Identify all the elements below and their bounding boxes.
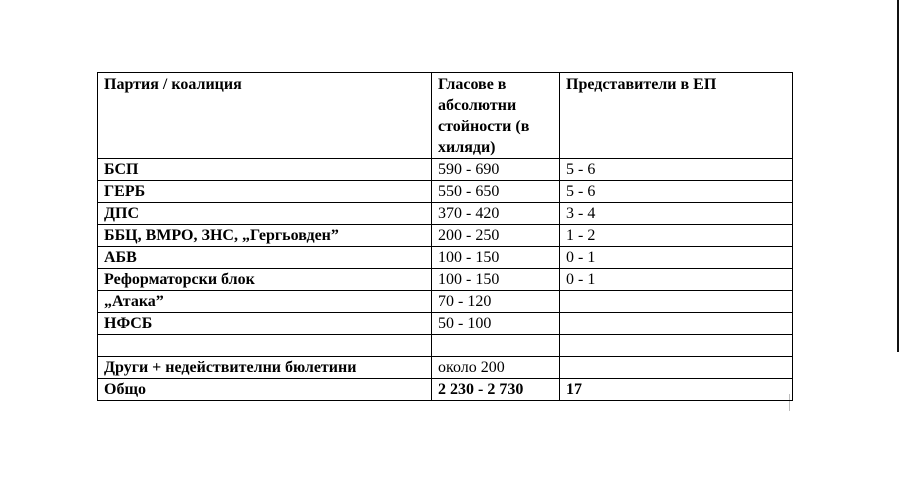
votes-cell: 550 - 650 [432,181,560,203]
table-row [98,291,793,313]
party-cell: Реформаторски блок [98,269,432,291]
party-cell: НФСБ [98,313,432,335]
header-party: Партия / коалиция [98,73,432,159]
party-cell: ГЕРБ [98,181,432,203]
party-cell: БСП [98,159,432,181]
reps-cell: 3 - 4 [560,203,793,225]
votes-cell: 370 - 420 [432,203,560,225]
right-edge-line [897,0,899,352]
party-cell: ББЦ, ВМРО, ЗНС, „Гергьовден” [98,225,432,247]
votes-cell: около 200 [432,357,560,379]
reps-cell: 0 - 1 [560,247,793,269]
reps-cell [560,291,793,313]
table-row [98,203,793,225]
reps-cell [560,313,793,335]
table-header-row [98,73,793,159]
party-cell: АБВ [98,247,432,269]
reps-cell: 5 - 6 [560,159,793,181]
party-cell: „Атака” [98,291,432,313]
reps-cell: 0 - 1 [560,269,793,291]
reps-cell [560,357,793,379]
votes-cell: 100 - 150 [432,269,560,291]
votes-cell: 100 - 150 [432,247,560,269]
total-label-cell: Общо [98,379,432,401]
table-row-empty [98,335,793,357]
votes-cell: 70 - 120 [432,291,560,313]
header-votes: Гласове в абсолютни стойности (в хиляди) [432,73,560,159]
total-reps-cell: 17 [560,379,793,401]
votes-cell [432,335,560,357]
party-cell: Други + недействителни бюлетини [98,357,432,379]
table-row [98,269,793,291]
votes-cell: 590 - 690 [432,159,560,181]
total-row [98,379,793,401]
party-cell: ДПС [98,203,432,225]
table-row [98,357,793,379]
table-row [98,181,793,203]
votes-cell: 200 - 250 [432,225,560,247]
party-cell [98,335,432,357]
table-row [98,159,793,181]
reps-cell [560,335,793,357]
reps-cell: 5 - 6 [560,181,793,203]
header-representatives: Представители в ЕП [560,73,793,159]
total-votes-cell: 2 230 - 2 730 [432,379,560,401]
table-row [98,225,793,247]
votes-cell: 50 - 100 [432,313,560,335]
election-results-table [97,72,793,401]
table-row [98,313,793,335]
table-row [98,247,793,269]
reps-cell: 1 - 2 [560,225,793,247]
